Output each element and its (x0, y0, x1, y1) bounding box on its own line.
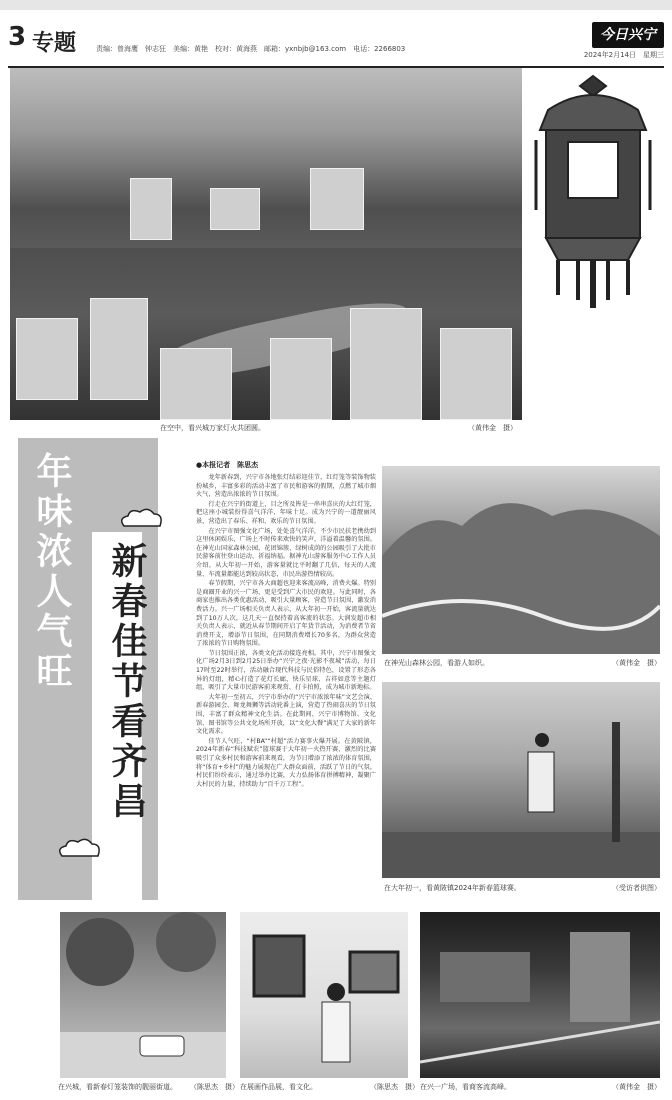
article-body (196, 474, 376, 904)
photo-shopping-plaza (420, 912, 660, 1078)
photo-mountain-park (382, 466, 660, 654)
building (440, 328, 512, 420)
top-strip (0, 0, 672, 10)
street-scene (60, 912, 226, 1078)
building (210, 188, 260, 230)
plaza-scene (420, 912, 660, 1078)
photo-lantern-street (60, 912, 226, 1078)
basketball-credit: （受访者供图） (612, 884, 661, 892)
lantern-illustration (528, 70, 658, 310)
basketball-icon (382, 682, 660, 878)
article-paragraph: 行走在兴宁的街道上，目之所及皆是一串串喜庆的大红灯笼，把这座小城装扮得喜气洋洋，年味十足。成为兴宁的一道靓丽风景，营造出了春乐、祥和、欢乐的节日氛围。 (196, 500, 376, 525)
exhibit-credit: （陈思杰 摄） (370, 1083, 419, 1091)
masthead-logo: 今日兴宁 (592, 22, 664, 48)
article-paragraph: 佳节人气旺，“村BA”“村超”活力赛事火爆开展。在黄陂镇，2024年新春“科技赋农”篮球赛于大年初一火热开赛，激烈的比赛吸引了众多村民和游客前来观看，为节日增添了浓浓的体育氛围，将“体育+乡村”的魅力展现在广大群众面前，活跃了节日的气氛。村民们纷纷表示，通过举办比赛，大力弘扬体育拼搏精神，凝聚广大村民的力量，持续助力“百千万工程”。 (196, 737, 376, 788)
building (270, 338, 332, 420)
article-paragraph: 节日氛围正浓，各类文化活动接连亮相。其中，兴宁市图强文化广场2月3日到2月25日举办“兴宁之夜·光影不夜城”活动，每日17时至22时举行，活动融合现代科技与民俗特色，设置了形态各异的灯组，精心打造了花灯长廊、快乐星球、吉祥如意等主题灯组，吸引了大量市民游客前来观赏、打卡拍照，成为城市新地标。 (196, 649, 376, 692)
photo-art-exhibition (240, 912, 408, 1078)
exhibition-scene (240, 912, 408, 1078)
plaza-credit: （黄伟金 摄） (612, 1083, 661, 1091)
page-header (8, 10, 664, 68)
hero-caption: 在空中，看兴城万家灯火共团圆。 (160, 424, 265, 432)
plaza-caption: 在兴一广场，看商客流高峰。 (420, 1083, 511, 1091)
photo-basketball-game (382, 682, 660, 878)
issue-date: 2024年2月14日 星期三 (583, 51, 664, 59)
mountain-caption: 在神光山森林公园，看游人如织。 (384, 659, 489, 667)
building (16, 318, 78, 400)
street-caption: 在兴城，看新春灯笼装饰的靓丽街道。 (58, 1083, 177, 1091)
lantern-icon (536, 76, 650, 308)
building (130, 178, 172, 240)
cloud-icon (56, 836, 104, 860)
article-paragraph: 春节假期，兴宁市各大商超也迎来客流高峰，消费火爆。特别是商圈开业的兴一广场，更是受到广大市民的欢迎。与此同时，各商家也推出各类优惠活动，吸引大量顾客，营造节日氛围，激发消费活力。兴一广场相关负责人表示，从大年初一开始，客流量就达到了10万人次，这几天一直保持着高客流的状态。大润发超市相关负责人表示，就近从春节期间开启了年货节活动，为消费者节省消费开支，增添节日氛围，在同期消费增长70多名，为群众营造了浓浓的节日购物氛围。 (196, 580, 376, 648)
article-paragraph: 龙年新春到，兴宁市各地张灯结彩迎佳节，红灯笼等装饰物装扮城乡，丰富多彩的活动丰富了市民和游客的假期，点燃了城市烟火气，营造出浓浓的节日氛围。 (196, 474, 376, 499)
section-title: 专题 (32, 31, 77, 56)
building (310, 168, 364, 230)
mountain-credit: （黄伟金 摄） (612, 659, 661, 667)
article-paragraph: 在兴宁市图强文化广场，处处喜气洋洋，不少市民扶老携幼到这里休闲娱乐，广场上不时传来欢快的笑声，洋溢着温馨的氛围。在神光山国家森林公园，花团锦簇、绿树成荫的公园吸引了大批市民游客前往登山运动、祈福纳福。据神光山游客服务中心工作人员介绍，从大年初一开始，游客量就比平时翻了几倍，每天的人流量、车流量都能达到较高状态，市民出游热情较高。 (196, 527, 376, 578)
editor-credits: 责编：曾海鹰 钟志狂 美编：黄艳 校对：黄海燕 邮箱：yxnbjb@163.com 电话：2266803 (96, 45, 406, 53)
headline-line-1: 年味浓人气旺 (31, 452, 73, 692)
page-number: 3 (8, 22, 27, 52)
article-paragraph: 大年初一至初五，兴宁市举办的“兴宁市浓浓年味”文艺会演、新春游园会、舞龙舞狮等活动轮番上演，营造了热闹喜庆的节日氛围，丰富了群众精神文化生活。在此期间，兴宁市博物馆、文化馆、图书馆等公共文化场所开放，以“文化大餐”满足了大家的新年文化需求。 (196, 693, 376, 736)
headline-line-2: 新春佳节看齐昌 (106, 542, 148, 822)
hero-photo-night-city (10, 68, 522, 420)
mountain-icon (382, 466, 660, 654)
exhibit-caption: 在展画作品展，看文化。 (240, 1083, 317, 1091)
street-credit: （陈思杰 摄） (190, 1083, 239, 1091)
hero-credit: （黄伟金 摄） (468, 424, 517, 432)
building (90, 298, 148, 400)
article-byline: ●本报记者 陈思杰 (196, 461, 259, 469)
cloud-icon (118, 506, 166, 530)
building (160, 348, 232, 420)
basketball-caption: 在大年初一，看黄陂镇2024年新春篮球赛。 (384, 884, 521, 892)
building (350, 308, 422, 420)
lantern-character: 喜 (584, 155, 600, 173)
